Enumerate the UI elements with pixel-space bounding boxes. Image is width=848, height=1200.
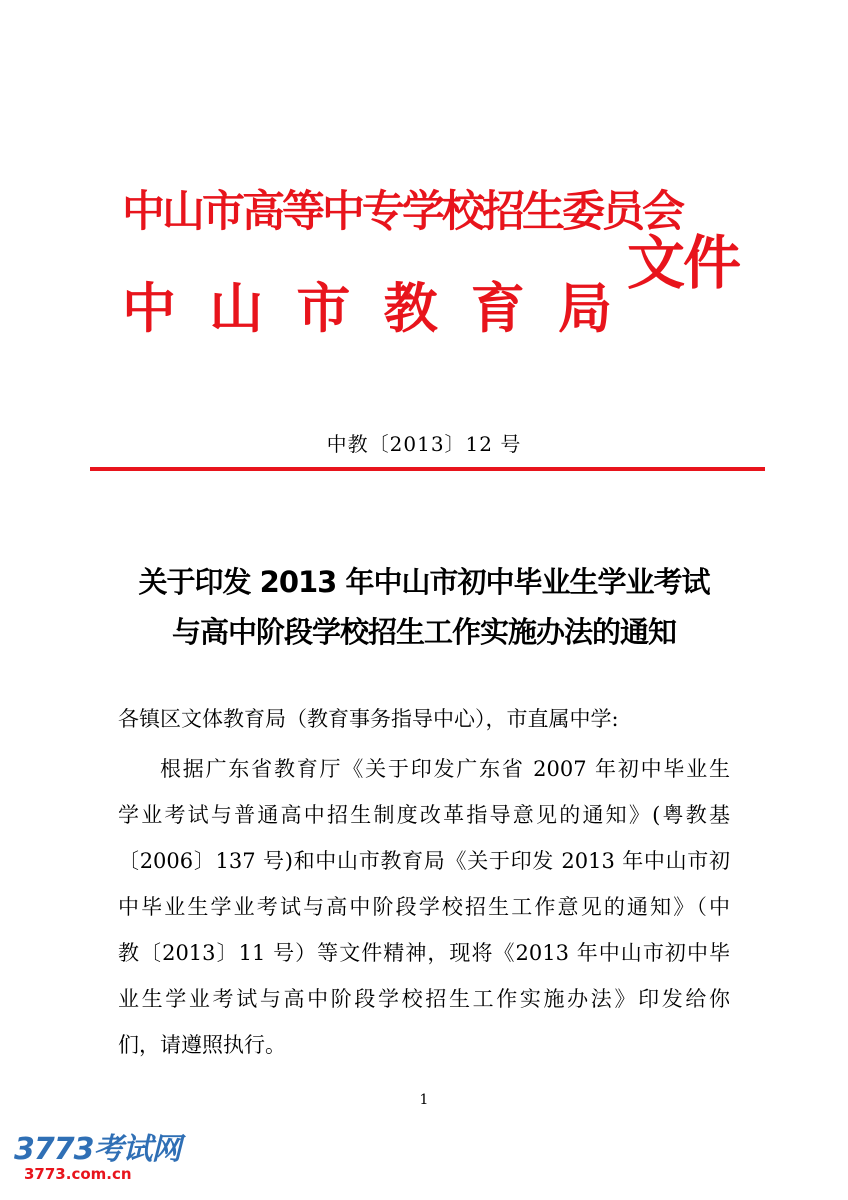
body-line: 教〔2013〕11 号）等文件精神，现将《2013 年中山市初中毕 bbox=[118, 941, 730, 965]
watermark-logo-text: 3773考试网 bbox=[14, 1132, 181, 1167]
document-suffix: 文件 bbox=[627, 229, 740, 297]
site-watermark bbox=[14, 1134, 181, 1182]
salutation: 各镇区文体教育局（教育事务指导中心），市直属中学: bbox=[118, 707, 619, 731]
body-line: 〔2006〕137 号)和中山市教育局《关于印发 2013 年中山市初 bbox=[118, 849, 730, 873]
issuer-name-line1: 中山市高等中专学校招生委员会 bbox=[122, 187, 682, 237]
body-line: 中毕业生学业考试与高中阶段学校招生工作意见的通知》（中 bbox=[118, 895, 730, 919]
issuer-char: 教 bbox=[383, 277, 438, 340]
red-divider bbox=[90, 467, 765, 471]
issuer-char: 山 bbox=[209, 277, 264, 340]
body-line: 业生学业考试与高中阶段学校招生工作实施办法》印发给你 bbox=[118, 987, 730, 1011]
body-line: 根据广东省教育厅《关于印发广东省 2007 年初中毕业生 bbox=[160, 757, 730, 781]
body-line: 们，请遵照执行。 bbox=[118, 1033, 286, 1057]
issuer-char: 市 bbox=[296, 277, 351, 340]
issuer-name-line2 bbox=[122, 266, 612, 343]
watermark-url: 3773.com.cn bbox=[24, 1165, 132, 1183]
document-title-line2: 与高中阶段学校招生工作实施办法的通知 bbox=[171, 615, 676, 649]
document-title-line1: 关于印发 2013 年中山市初中毕业生学业考试 bbox=[138, 565, 710, 599]
body-line: 学业考试与普通高中招生制度改革指导意见的通知》(粤教基 bbox=[118, 803, 730, 827]
page-number: 1 bbox=[419, 1092, 429, 1108]
issuer-char: 中 bbox=[122, 277, 176, 340]
document-number: 中教〔2013〕12 号 bbox=[326, 432, 522, 456]
issuer-char: 育 bbox=[470, 277, 525, 340]
issuer-char: 局 bbox=[557, 277, 612, 340]
